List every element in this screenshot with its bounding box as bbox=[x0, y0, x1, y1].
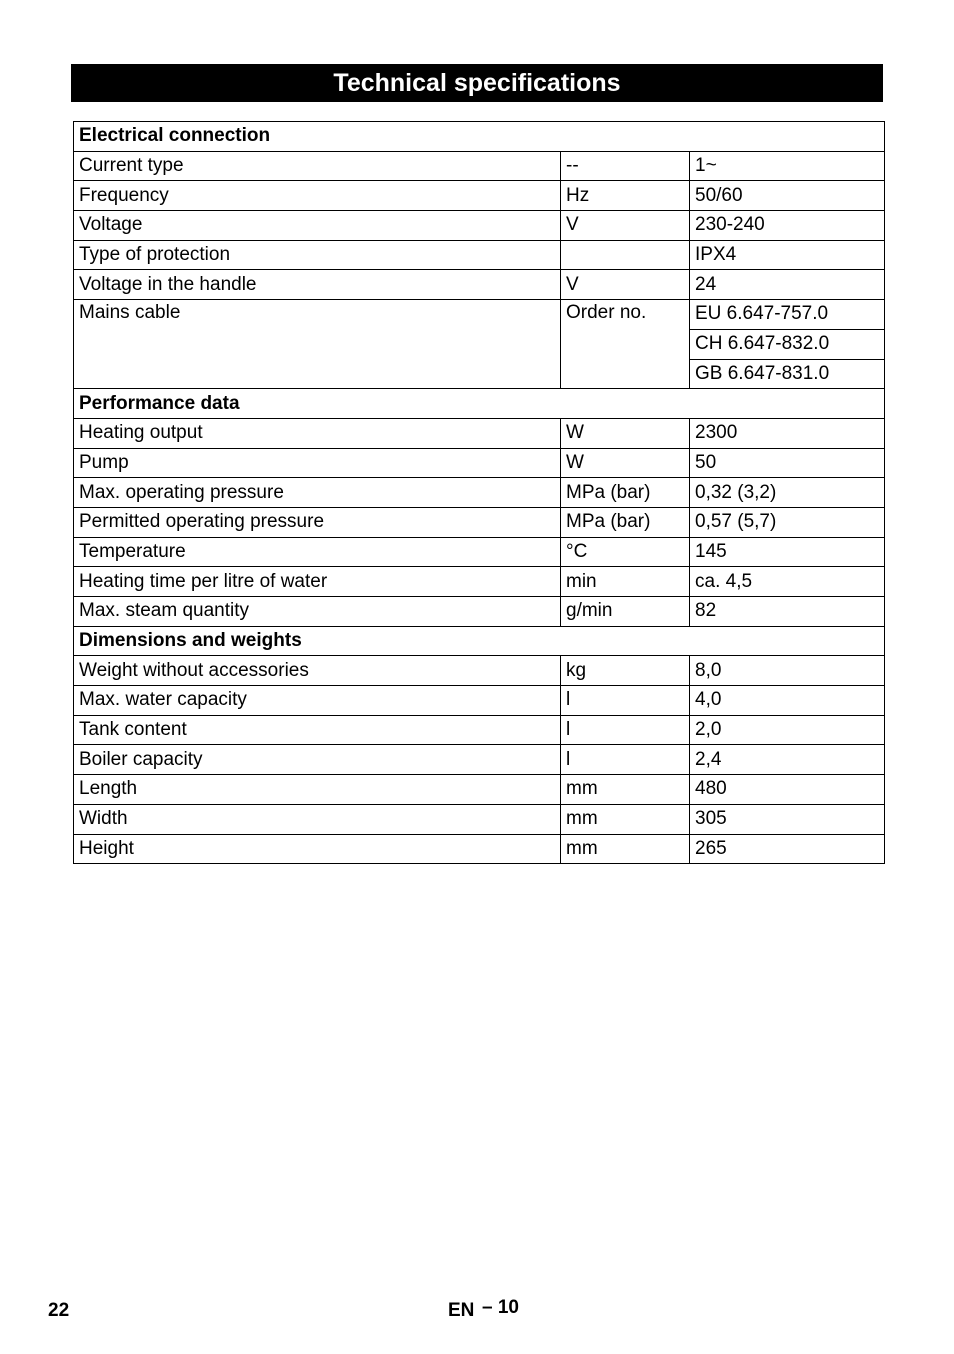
spec-value: 2,4 bbox=[690, 745, 885, 775]
spec-value: 8,0 bbox=[690, 656, 885, 686]
spec-unit: mm bbox=[561, 804, 690, 834]
table-row bbox=[74, 656, 885, 686]
table-row bbox=[74, 686, 885, 716]
spec-value: 0,32 (3,2) bbox=[690, 478, 885, 508]
spec-label: Type of protection bbox=[74, 240, 561, 270]
spec-value: IPX4 bbox=[690, 240, 885, 270]
spec-label: Heating output bbox=[74, 418, 561, 448]
spec-unit: °C bbox=[561, 537, 690, 567]
spec-label: Permitted operating pressure bbox=[74, 507, 561, 537]
spec-label: Current type bbox=[74, 151, 561, 181]
spec-unit bbox=[561, 240, 690, 270]
spec-unit: W bbox=[561, 418, 690, 448]
spec-label: Heating time per litre of water bbox=[74, 567, 561, 597]
table-row bbox=[74, 804, 885, 834]
spec-value: 24 bbox=[690, 270, 885, 300]
section-heading: Electrical connection bbox=[74, 122, 885, 152]
spec-unit: mm bbox=[561, 834, 690, 864]
spec-unit: l bbox=[561, 745, 690, 775]
page-number: 22 bbox=[48, 1300, 70, 1321]
table-row bbox=[74, 211, 885, 241]
spec-unit: MPa (bar) bbox=[561, 478, 690, 508]
table-row bbox=[74, 151, 885, 181]
footer-language: EN bbox=[448, 1300, 475, 1321]
spec-value: 145 bbox=[690, 537, 885, 567]
spec-label: Width bbox=[74, 804, 561, 834]
spec-value: 0,57 (5,7) bbox=[690, 507, 885, 537]
spec-value: 2300 bbox=[690, 418, 885, 448]
spec-label: Max. water capacity bbox=[74, 686, 561, 716]
section-header-row bbox=[74, 389, 885, 419]
spec-value: 305 bbox=[690, 804, 885, 834]
spec-value: 2,0 bbox=[690, 715, 885, 745]
spec-label: Height bbox=[74, 834, 561, 864]
spec-label: Tank content bbox=[74, 715, 561, 745]
spec-unit: W bbox=[561, 448, 690, 478]
spec-unit: V bbox=[561, 270, 690, 300]
spec-unit: MPa (bar) bbox=[561, 507, 690, 537]
spec-unit: -- bbox=[561, 151, 690, 181]
spec-unit: kg bbox=[561, 656, 690, 686]
spec-value: 82 bbox=[690, 597, 885, 627]
spec-value: ca. 4,5 bbox=[690, 567, 885, 597]
section-header-row bbox=[74, 626, 885, 656]
spec-value: 230-240 bbox=[690, 211, 885, 241]
spec-unit: Hz bbox=[561, 181, 690, 211]
spec-unit: mm bbox=[561, 775, 690, 805]
table-row bbox=[74, 597, 885, 627]
table-row bbox=[74, 418, 885, 448]
table-row bbox=[74, 448, 885, 478]
section-heading: Dimensions and weights bbox=[74, 626, 885, 656]
spec-value: 50 bbox=[690, 448, 885, 478]
table-row bbox=[74, 834, 885, 864]
page-title: Technical specifications bbox=[71, 64, 883, 102]
table-row bbox=[74, 181, 885, 211]
spec-label: Frequency bbox=[74, 181, 561, 211]
table-row bbox=[74, 567, 885, 597]
table-row bbox=[74, 478, 885, 508]
spec-label: Max. steam quantity bbox=[74, 597, 561, 627]
spec-label: Max. operating pressure bbox=[74, 478, 561, 508]
footer-section-page: – 10 bbox=[482, 1297, 519, 1318]
section-heading: Performance data bbox=[74, 389, 885, 419]
spec-label: Voltage in the handle bbox=[74, 270, 561, 300]
spec-label: Weight without accessories bbox=[74, 656, 561, 686]
table-row bbox=[74, 270, 885, 300]
table-row bbox=[74, 507, 885, 537]
spec-label: Temperature bbox=[74, 537, 561, 567]
table-row bbox=[74, 537, 885, 567]
spec-value: CH 6.647-832.0 bbox=[690, 329, 885, 359]
spec-value: 480 bbox=[690, 775, 885, 805]
spec-value: 265 bbox=[690, 834, 885, 864]
table-row bbox=[74, 775, 885, 805]
spec-unit: min bbox=[561, 567, 690, 597]
table-row bbox=[74, 745, 885, 775]
spec-unit: g/min bbox=[561, 597, 690, 627]
specifications-table bbox=[73, 121, 885, 864]
spec-label: Length bbox=[74, 775, 561, 805]
spec-unit: l bbox=[561, 686, 690, 716]
spec-value: 1~ bbox=[690, 151, 885, 181]
spec-unit: Order no. bbox=[561, 300, 690, 389]
spec-label: Mains cable bbox=[74, 300, 561, 389]
spec-value: EU 6.647-757.0 bbox=[690, 300, 885, 330]
spec-value: 4,0 bbox=[690, 686, 885, 716]
spec-unit: V bbox=[561, 211, 690, 241]
spec-value: GB 6.647-831.0 bbox=[690, 359, 885, 389]
spec-value: 50/60 bbox=[690, 181, 885, 211]
section-header-row bbox=[74, 122, 885, 152]
table-row bbox=[74, 300, 885, 330]
spec-label: Pump bbox=[74, 448, 561, 478]
table-row bbox=[74, 240, 885, 270]
spec-label: Boiler capacity bbox=[74, 745, 561, 775]
table-row bbox=[74, 715, 885, 745]
spec-unit: l bbox=[561, 715, 690, 745]
spec-label: Voltage bbox=[74, 211, 561, 241]
